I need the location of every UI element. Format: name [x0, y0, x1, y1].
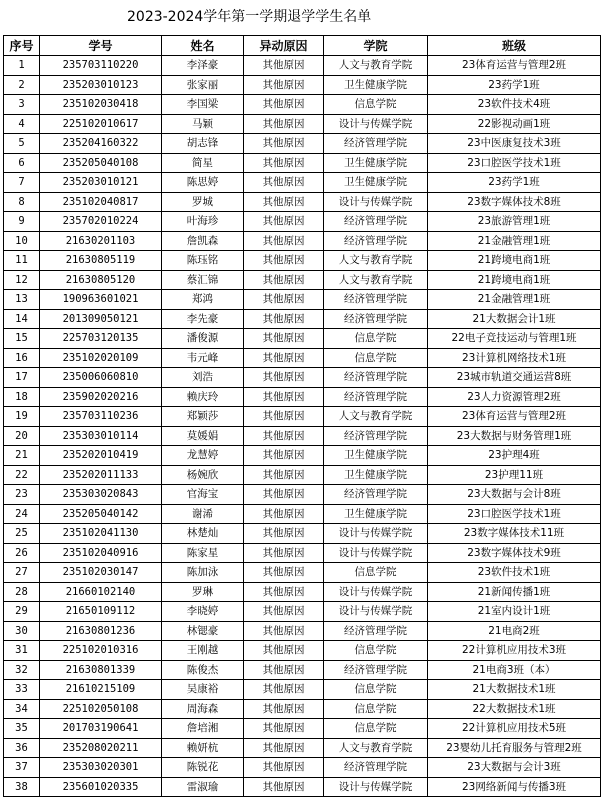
cell-name: 韦元峰 [162, 348, 244, 368]
cell-name: 李先豪 [162, 309, 244, 329]
table-row [4, 95, 601, 115]
cell-class: 23数字媒体技术9班 [428, 543, 601, 563]
cell-seq: 5 [4, 134, 40, 154]
cell-student-id: 190963601021 [40, 290, 162, 310]
cell-class: 23计算机网络技术1班 [428, 348, 601, 368]
cell-student-id: 225102010316 [40, 641, 162, 661]
cell-student-id: 235703110236 [40, 407, 162, 427]
cell-college: 设计与传媒学院 [324, 192, 428, 212]
cell-seq: 19 [4, 407, 40, 427]
cell-college: 卫生健康学院 [324, 75, 428, 95]
cell-class: 23软件技术4班 [428, 95, 601, 115]
cell-class: 22计算机应用技术3班 [428, 641, 601, 661]
cell-class: 21大数据技术1班 [428, 680, 601, 700]
cell-seq: 35 [4, 719, 40, 739]
table-row [4, 251, 601, 271]
table-row [4, 621, 601, 641]
header-class: 班级 [428, 36, 601, 56]
table-row [4, 231, 601, 251]
cell-reason: 其他原因 [244, 680, 324, 700]
cell-college: 经济管理学院 [324, 290, 428, 310]
cell-class: 21大数据会计1班 [428, 309, 601, 329]
cell-name: 杨婉欣 [162, 465, 244, 485]
cell-college: 卫生健康学院 [324, 465, 428, 485]
cell-name: 胡志锋 [162, 134, 244, 154]
cell-class: 23护理11班 [428, 465, 601, 485]
table-row [4, 485, 601, 505]
table-row [4, 719, 601, 739]
cell-class: 23网络新闻与传播3班 [428, 777, 601, 797]
cell-student-id: 235702010224 [40, 212, 162, 232]
cell-reason: 其他原因 [244, 524, 324, 544]
cell-name: 郑鸿 [162, 290, 244, 310]
cell-college: 信息学院 [324, 329, 428, 349]
cell-student-id: 235006060810 [40, 368, 162, 388]
cell-class: 21电商2班 [428, 621, 601, 641]
cell-reason: 其他原因 [244, 290, 324, 310]
cell-seq: 31 [4, 641, 40, 661]
cell-reason: 其他原因 [244, 251, 324, 271]
cell-seq: 17 [4, 368, 40, 388]
cell-reason: 其他原因 [244, 56, 324, 76]
cell-class: 21跨境电商1班 [428, 251, 601, 271]
table-row [4, 134, 601, 154]
cell-college: 人文与教育学院 [324, 270, 428, 290]
cell-college: 信息学院 [324, 95, 428, 115]
cell-seq: 6 [4, 153, 40, 173]
cell-name: 张家丽 [162, 75, 244, 95]
cell-reason: 其他原因 [244, 231, 324, 251]
table-row [4, 387, 601, 407]
cell-student-id: 235902020216 [40, 387, 162, 407]
cell-student-id: 21630201103 [40, 231, 162, 251]
cell-name: 李晓婷 [162, 602, 244, 622]
cell-reason: 其他原因 [244, 426, 324, 446]
cell-college: 经济管理学院 [324, 758, 428, 778]
cell-seq: 12 [4, 270, 40, 290]
cell-college: 信息学院 [324, 563, 428, 583]
cell-student-id: 225102050108 [40, 699, 162, 719]
cell-reason: 其他原因 [244, 329, 324, 349]
cell-seq: 28 [4, 582, 40, 602]
cell-seq: 16 [4, 348, 40, 368]
cell-name: 陈加泳 [162, 563, 244, 583]
table-row [4, 777, 601, 797]
cell-reason: 其他原因 [244, 504, 324, 524]
cell-seq: 15 [4, 329, 40, 349]
title-text: 2023-2024学年第一学期退学学生名单 [127, 9, 372, 25]
cell-seq: 30 [4, 621, 40, 641]
cell-reason: 其他原因 [244, 309, 324, 329]
cell-seq: 1 [4, 56, 40, 76]
withdrawal-table [3, 35, 601, 797]
cell-student-id: 235203010121 [40, 173, 162, 193]
cell-name: 詹凯森 [162, 231, 244, 251]
cell-student-id: 21630801236 [40, 621, 162, 641]
table-row [4, 153, 601, 173]
cell-seq: 36 [4, 738, 40, 758]
cell-college: 设计与传媒学院 [324, 777, 428, 797]
cell-class: 23人力资源管理2班 [428, 387, 601, 407]
cell-student-id: 201309050121 [40, 309, 162, 329]
cell-student-id: 235102030418 [40, 95, 162, 115]
table-row [4, 75, 601, 95]
cell-student-id: 235102040817 [40, 192, 162, 212]
cell-class: 23口腔医学技术1班 [428, 153, 601, 173]
cell-college: 卫生健康学院 [324, 446, 428, 466]
cell-student-id: 235204160322 [40, 134, 162, 154]
cell-class: 21新闻传播1班 [428, 582, 601, 602]
table-row [4, 368, 601, 388]
cell-student-id: 21660102140 [40, 582, 162, 602]
cell-reason: 其他原因 [244, 368, 324, 388]
table-row [4, 582, 601, 602]
cell-student-id: 21610215109 [40, 680, 162, 700]
cell-reason: 其他原因 [244, 407, 324, 427]
cell-seq: 20 [4, 426, 40, 446]
cell-reason: 其他原因 [244, 719, 324, 739]
cell-college: 人文与教育学院 [324, 407, 428, 427]
cell-class: 22影视动画1班 [428, 114, 601, 134]
cell-seq: 37 [4, 758, 40, 778]
cell-reason: 其他原因 [244, 173, 324, 193]
table-row [4, 660, 601, 680]
cell-student-id: 225703120135 [40, 329, 162, 349]
table-row [4, 290, 601, 310]
header-seq: 序号 [4, 36, 40, 56]
table-row [4, 738, 601, 758]
header-student-id: 学号 [40, 36, 162, 56]
cell-class: 23婴幼儿托育服务与管理2班 [428, 738, 601, 758]
cell-student-id: 235202011133 [40, 465, 162, 485]
cell-student-id: 235303020301 [40, 758, 162, 778]
cell-class: 22电子竞技运动与管理1班 [428, 329, 601, 349]
cell-student-id: 235601020335 [40, 777, 162, 797]
cell-reason: 其他原因 [244, 387, 324, 407]
table-row [4, 407, 601, 427]
cell-name: 叶海珍 [162, 212, 244, 232]
cell-name: 雷淑瑜 [162, 777, 244, 797]
cell-seq: 9 [4, 212, 40, 232]
cell-reason: 其他原因 [244, 212, 324, 232]
cell-college: 卫生健康学院 [324, 173, 428, 193]
table-row [4, 426, 601, 446]
cell-college: 经济管理学院 [324, 660, 428, 680]
cell-student-id: 235102041130 [40, 524, 162, 544]
cell-college: 设计与传媒学院 [324, 524, 428, 544]
cell-seq: 14 [4, 309, 40, 329]
table-row [4, 641, 601, 661]
cell-reason: 其他原因 [244, 543, 324, 563]
table-row [4, 504, 601, 524]
table-row [4, 329, 601, 349]
cell-name: 官海宝 [162, 485, 244, 505]
cell-class: 23数字媒体技术11班 [428, 524, 601, 544]
table-row [4, 465, 601, 485]
cell-name: 罗琳 [162, 582, 244, 602]
cell-name: 陈珏铭 [162, 251, 244, 271]
cell-reason: 其他原因 [244, 602, 324, 622]
header-reason: 异动原因 [244, 36, 324, 56]
header-college: 学院 [324, 36, 428, 56]
cell-class: 23护理4班 [428, 446, 601, 466]
cell-college: 设计与传媒学院 [324, 602, 428, 622]
table-row [4, 758, 601, 778]
table-row [4, 543, 601, 563]
cell-reason: 其他原因 [244, 777, 324, 797]
cell-class: 23药学1班 [428, 173, 601, 193]
cell-college: 设计与传媒学院 [324, 543, 428, 563]
cell-student-id: 235703110220 [40, 56, 162, 76]
cell-name: 罗城 [162, 192, 244, 212]
cell-reason: 其他原因 [244, 641, 324, 661]
cell-reason: 其他原因 [244, 348, 324, 368]
cell-name: 陈思婷 [162, 173, 244, 193]
cell-student-id: 235102040916 [40, 543, 162, 563]
cell-seq: 34 [4, 699, 40, 719]
table-row [4, 563, 601, 583]
table-row [4, 309, 601, 329]
cell-student-id: 235303010114 [40, 426, 162, 446]
cell-name: 林锶豪 [162, 621, 244, 641]
cell-name: 龙慧婷 [162, 446, 244, 466]
table-row [4, 270, 601, 290]
cell-reason: 其他原因 [244, 270, 324, 290]
cell-college: 设计与传媒学院 [324, 582, 428, 602]
cell-college: 卫生健康学院 [324, 153, 428, 173]
cell-seq: 23 [4, 485, 40, 505]
header-name: 姓名 [162, 36, 244, 56]
cell-seq: 18 [4, 387, 40, 407]
cell-class: 23大数据与会计3班 [428, 758, 601, 778]
cell-college: 信息学院 [324, 680, 428, 700]
cell-class: 23体育运营与管理2班 [428, 407, 601, 427]
table-row [4, 192, 601, 212]
cell-reason: 其他原因 [244, 95, 324, 115]
cell-college: 经济管理学院 [324, 212, 428, 232]
cell-college: 经济管理学院 [324, 134, 428, 154]
page-title [0, 6, 603, 28]
cell-name: 马颖 [162, 114, 244, 134]
cell-name: 刘浩 [162, 368, 244, 388]
cell-student-id: 235205040108 [40, 153, 162, 173]
table-row [4, 699, 601, 719]
table-row [4, 212, 601, 232]
cell-college: 信息学院 [324, 719, 428, 739]
cell-student-id: 235102020109 [40, 348, 162, 368]
cell-name: 林楚灿 [162, 524, 244, 544]
table-row [4, 524, 601, 544]
cell-name: 赖庆玲 [162, 387, 244, 407]
cell-seq: 38 [4, 777, 40, 797]
cell-class: 22大数据技术1班 [428, 699, 601, 719]
cell-seq: 10 [4, 231, 40, 251]
cell-name: 陈家星 [162, 543, 244, 563]
table-row [4, 446, 601, 466]
cell-reason: 其他原因 [244, 758, 324, 778]
cell-seq: 4 [4, 114, 40, 134]
cell-seq: 33 [4, 680, 40, 700]
cell-class: 23大数据与财务管理1班 [428, 426, 601, 446]
cell-reason: 其他原因 [244, 699, 324, 719]
cell-college: 经济管理学院 [324, 485, 428, 505]
table-row [4, 680, 601, 700]
cell-name: 赖妍杭 [162, 738, 244, 758]
cell-seq: 13 [4, 290, 40, 310]
cell-college: 设计与传媒学院 [324, 114, 428, 134]
cell-class: 23中医康复技术3班 [428, 134, 601, 154]
cell-reason: 其他原因 [244, 582, 324, 602]
cell-name: 吴康裕 [162, 680, 244, 700]
cell-college: 经济管理学院 [324, 426, 428, 446]
cell-name: 陈锐花 [162, 758, 244, 778]
cell-seq: 26 [4, 543, 40, 563]
cell-seq: 21 [4, 446, 40, 466]
cell-seq: 25 [4, 524, 40, 544]
cell-college: 经济管理学院 [324, 231, 428, 251]
cell-reason: 其他原因 [244, 465, 324, 485]
cell-class: 23数字媒体技术8班 [428, 192, 601, 212]
cell-college: 信息学院 [324, 348, 428, 368]
cell-college: 人文与教育学院 [324, 738, 428, 758]
cell-name: 詹培湘 [162, 719, 244, 739]
cell-name: 潘俊源 [162, 329, 244, 349]
cell-name: 郑颖莎 [162, 407, 244, 427]
cell-name: 谢浠 [162, 504, 244, 524]
cell-class: 21金融管理1班 [428, 231, 601, 251]
cell-student-id: 235202010419 [40, 446, 162, 466]
cell-seq: 2 [4, 75, 40, 95]
cell-name: 简星 [162, 153, 244, 173]
cell-name: 李泽豪 [162, 56, 244, 76]
table-row [4, 348, 601, 368]
cell-reason: 其他原因 [244, 660, 324, 680]
cell-class: 23体育运营与管理2班 [428, 56, 601, 76]
table-row [4, 602, 601, 622]
cell-seq: 27 [4, 563, 40, 583]
cell-student-id: 235205040142 [40, 504, 162, 524]
cell-name: 陈俊杰 [162, 660, 244, 680]
cell-student-id: 235208020211 [40, 738, 162, 758]
table-row [4, 56, 601, 76]
cell-reason: 其他原因 [244, 75, 324, 95]
cell-class: 21室内设计1班 [428, 602, 601, 622]
cell-seq: 22 [4, 465, 40, 485]
table-row [4, 173, 601, 193]
cell-student-id: 235303020843 [40, 485, 162, 505]
cell-reason: 其他原因 [244, 446, 324, 466]
cell-student-id: 21650109112 [40, 602, 162, 622]
cell-college: 经济管理学院 [324, 368, 428, 388]
cell-reason: 其他原因 [244, 485, 324, 505]
cell-seq: 11 [4, 251, 40, 271]
cell-seq: 8 [4, 192, 40, 212]
cell-student-id: 225102010617 [40, 114, 162, 134]
cell-class: 22计算机应用技术5班 [428, 719, 601, 739]
cell-reason: 其他原因 [244, 153, 324, 173]
cell-college: 经济管理学院 [324, 621, 428, 641]
cell-reason: 其他原因 [244, 134, 324, 154]
cell-college: 信息学院 [324, 641, 428, 661]
cell-class: 23大数据与会计8班 [428, 485, 601, 505]
cell-reason: 其他原因 [244, 114, 324, 134]
table-row [4, 114, 601, 134]
cell-student-id: 235102030147 [40, 563, 162, 583]
cell-class: 23旅游管理1班 [428, 212, 601, 232]
cell-reason: 其他原因 [244, 563, 324, 583]
cell-student-id: 21630801339 [40, 660, 162, 680]
cell-college: 经济管理学院 [324, 309, 428, 329]
cell-class: 21金融管理1班 [428, 290, 601, 310]
cell-college: 人文与教育学院 [324, 251, 428, 271]
header-row [4, 36, 601, 56]
cell-class: 23药学1班 [428, 75, 601, 95]
cell-reason: 其他原因 [244, 192, 324, 212]
cell-name: 王刚越 [162, 641, 244, 661]
cell-name: 莫媛娟 [162, 426, 244, 446]
cell-class: 21电商3班（本） [428, 660, 601, 680]
cell-seq: 3 [4, 95, 40, 115]
cell-name: 周海森 [162, 699, 244, 719]
cell-seq: 7 [4, 173, 40, 193]
cell-seq: 24 [4, 504, 40, 524]
cell-name: 蔡汇锦 [162, 270, 244, 290]
cell-college: 卫生健康学院 [324, 504, 428, 524]
cell-student-id: 21630805119 [40, 251, 162, 271]
cell-seq: 32 [4, 660, 40, 680]
cell-student-id: 201703190641 [40, 719, 162, 739]
cell-student-id: 21630805120 [40, 270, 162, 290]
cell-class: 21跨境电商1班 [428, 270, 601, 290]
cell-student-id: 235203010123 [40, 75, 162, 95]
cell-class: 23口腔医学技术1班 [428, 504, 601, 524]
cell-name: 李国梁 [162, 95, 244, 115]
cell-class: 23软件技术1班 [428, 563, 601, 583]
cell-seq: 29 [4, 602, 40, 622]
cell-reason: 其他原因 [244, 738, 324, 758]
cell-class: 23城市轨道交通运营8班 [428, 368, 601, 388]
cell-reason: 其他原因 [244, 621, 324, 641]
cell-college: 信息学院 [324, 699, 428, 719]
cell-college: 经济管理学院 [324, 387, 428, 407]
cell-college: 人文与教育学院 [324, 56, 428, 76]
